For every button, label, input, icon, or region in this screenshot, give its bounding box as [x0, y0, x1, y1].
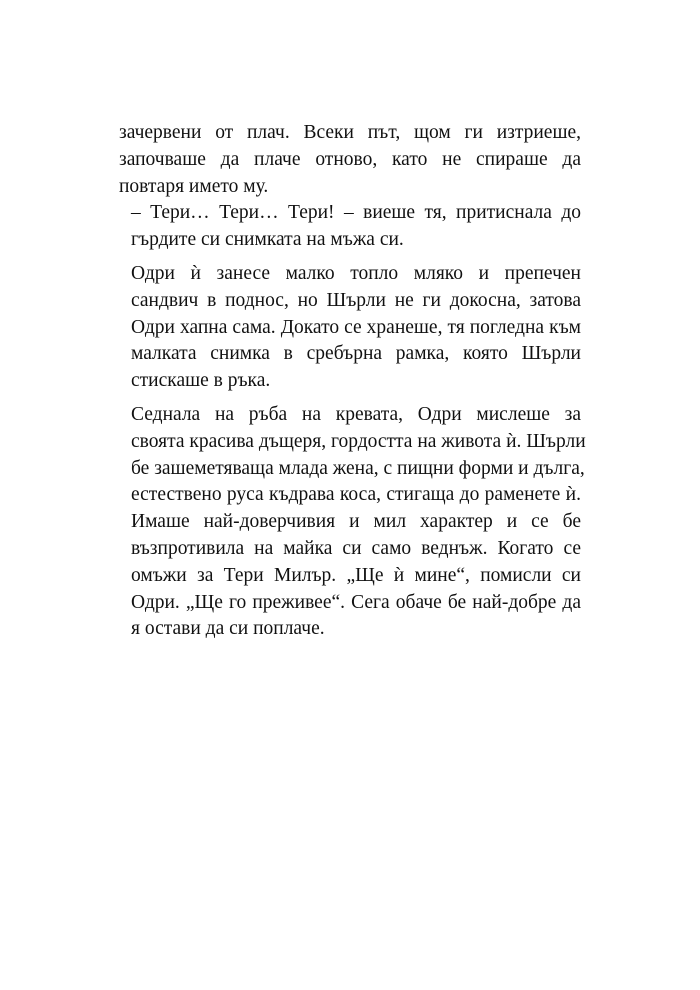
text-line: бе зашеметяваща млада жена, с пищни форми и дълга, — [131, 457, 585, 479]
text-line: стискаше в ръка. — [131, 370, 271, 392]
text-line: Имаше най-доверчивия и мил характер и се бе — [131, 511, 581, 533]
paragraph-1 — [119, 120, 581, 200]
text-line: Одри. „Ще го преживее“. Сега обаче бе най-добре да — [131, 591, 581, 613]
text-line: Седнала на ръба на кревата, Одри мислеше за — [131, 403, 581, 425]
text-line: малката снимка в сребърна рамка, която Шърли — [131, 343, 581, 365]
text-line: Одри ѝ занесе малко топло мляко и препечен — [131, 262, 581, 284]
text-line: я остави да си поплаче. — [131, 618, 325, 640]
text-line: своята красива дъщеря, гордостта на живота ѝ. Шърли — [131, 430, 586, 452]
text-line: зачервени от плач. Всеки път, щом ги изтриеше, — [119, 122, 581, 143]
body-text — [119, 120, 586, 643]
paragraph-4 — [119, 402, 586, 643]
text-line: – Тери… Тери… Тери! – виеше тя, притиснала до — [131, 202, 581, 224]
paragraph-2 — [119, 200, 581, 254]
paragraph-3 — [119, 261, 581, 395]
text-line: повтаря името му. — [119, 175, 269, 197]
text-line: естествено руса къдрава коса, стигаща до раменете ѝ. — [131, 484, 581, 506]
text-line: възпротивила на майка си само веднъж. Когато се — [131, 537, 581, 559]
text-line: Одри хапна сама. Докато се хранеше, тя погледна към — [131, 316, 581, 338]
text-line: омъжи за Тери Милър. „Ще ѝ мине“, помисли си — [131, 564, 581, 586]
text-line: сандвич в поднос, но Шърли не ги докосна, затова — [131, 289, 581, 311]
text-line: започваше да плаче отново, като не спираше да — [119, 148, 581, 170]
text-line: гърдите си снимката на мъжа си. — [131, 229, 404, 251]
